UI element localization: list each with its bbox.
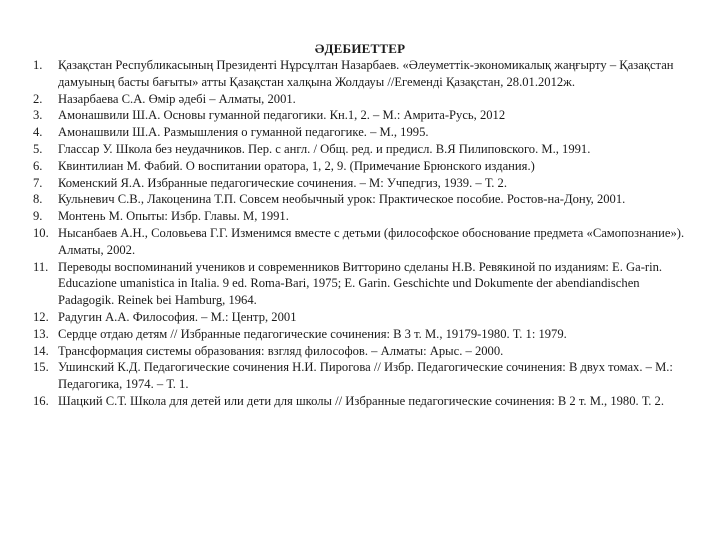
reference-number: 11.	[33, 259, 49, 274]
reference-item	[33, 259, 693, 309]
reference-text: Нысанбаев А.Н., Соловьева Г.Г. Изменимся вместе с детьми (философское обоснование предмета «Самопознание»). Алматы, 2002.	[58, 225, 685, 257]
reference-item	[33, 158, 693, 175]
reference-item	[33, 57, 693, 91]
reference-text: Квинтилиан М. Фабий. О воспитании оратора, 1, 2, 9. (Примечание Брюнского издания.)	[58, 158, 535, 173]
reference-item	[33, 309, 693, 326]
reference-number: 16.	[33, 393, 49, 408]
reference-text: Переводы воспоминаний учеников и современников Витторино сделаны Н.В. Ревякиной по изданиям: E. Ga-rin. Educazione umanistica in Italia. 9 ed. Roma-Bari, 1975; E. Garin. Geschichte und Dokumente der abendiandischen Padagogik. Reinek bei Hamburg, 1964.	[58, 259, 663, 308]
reference-number: 3.	[33, 108, 43, 123]
reference-text: Сердце отдаю детям // Избранные педагогические сочинения: В 3 т. М., 19179-1980. Т. 1: 1979.	[58, 326, 567, 341]
reference-number: 1.	[33, 58, 43, 72]
reference-item	[33, 175, 693, 192]
reference-number: 15.	[33, 360, 49, 375]
reference-number: 9.	[33, 209, 43, 224]
reference-number: 12.	[33, 309, 49, 324]
reference-item	[33, 393, 693, 410]
page-title: ӘДЕБИЕТТЕР	[314, 41, 406, 56]
reference-text: Ушинский К.Д. Педагогические сочинения Н.И. Пирогова // Избр. Педагогические сочинения: В двух томах. – М.: Педагогика, 1974. – Т. 1.	[58, 360, 673, 392]
reference-list	[33, 57, 693, 410]
reference-item	[33, 191, 693, 208]
reference-item	[33, 225, 693, 259]
reference-text: Глассар У. Школа без неудачников. Пер. с англ. / Общ. ред. и предисл. В.Я Пилиповского. М., 1991.	[58, 141, 591, 156]
reference-text: Амонашвили Ш.А. Размышления о гуманной педагогике. – М., 1995.	[58, 125, 429, 140]
reference-text: Трансформация системы образования: взгляд философов. – Алматы: Арыс. – 2000.	[58, 343, 504, 358]
reference-number: 5.	[33, 141, 43, 156]
reference-text: Қазақстан Республикасының Президенті Нұрсұлтан Назарбаев. «Әлеуметтік-экономикалық жаңғырту – Қазақстан дамуының басты бағыты» атты Қазақстан халқына Жолдауы //Егеменді Қазақстан, 28.01.2012ж.	[58, 58, 674, 89]
reference-item	[33, 107, 693, 124]
reference-text: Назарбаева С.А. Өмір әдебі – Алматы, 2001.	[58, 91, 296, 106]
reference-text: Амонашвили Ш.А. Основы гуманной педагогики. Кн.1, 2. – М.: Амрита-Русь, 2012	[58, 108, 506, 123]
reference-item	[33, 359, 693, 393]
reference-text: Кульневич С.В., Лакоценина Т.П. Совсем необычный урок: Практическое пособие. Ростов-на-Дону, 2001.	[58, 192, 626, 207]
reference-item	[33, 141, 693, 158]
reference-item	[33, 208, 693, 225]
reference-item	[33, 326, 693, 343]
reference-text: Радугин А.А. Философия. – М.: Центр, 2001	[58, 309, 297, 324]
reference-number: 6.	[33, 158, 43, 173]
reference-number: 4.	[33, 125, 43, 140]
reference-text: Монтень М. Опыты: Избр. Главы. М, 1991.	[58, 209, 289, 224]
reference-number: 13.	[33, 326, 49, 341]
reference-item	[33, 91, 693, 108]
reference-item	[33, 124, 693, 141]
reference-text: Коменский Я.А. Избранные педагогические сочинения. – М: Учпедгиз, 1939. – Т. 2.	[58, 175, 508, 190]
reference-number: 10.	[33, 225, 49, 240]
reference-text: Шацкий С.Т. Школа для детей или дети для школы // Избранные педагогические сочинения: В 2 т. М., 1980. Т. 2.	[58, 393, 664, 408]
reference-number: 7.	[33, 175, 43, 190]
reference-number: 2.	[33, 91, 43, 106]
reference-number: 8.	[33, 192, 43, 207]
reference-item	[33, 343, 693, 360]
reference-number: 14.	[33, 343, 49, 358]
